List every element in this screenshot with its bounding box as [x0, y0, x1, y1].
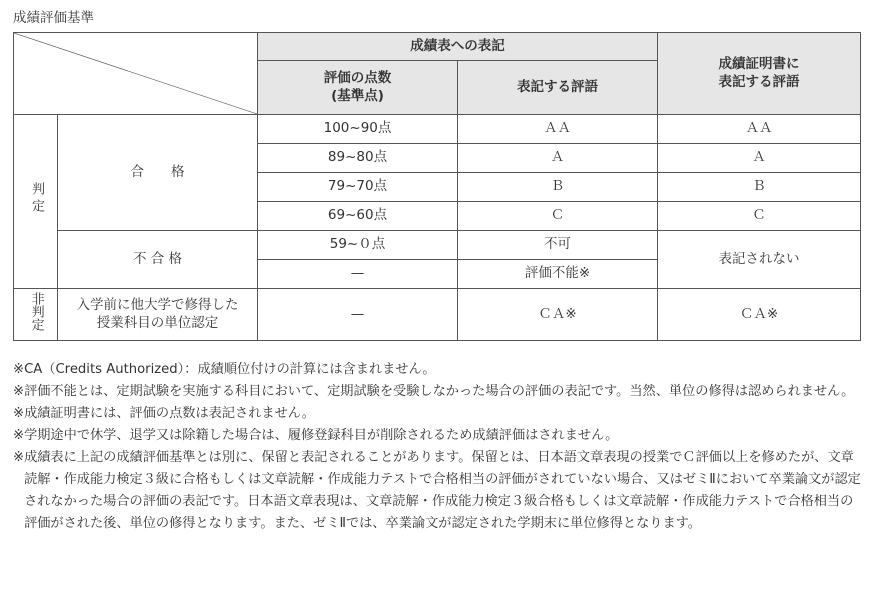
note-mark: ※	[13, 384, 25, 399]
note-mark: ※	[13, 450, 25, 465]
page-title: 成績評価基準	[13, 10, 94, 26]
grade-cell: Ｃ	[458, 202, 658, 231]
fail-label: 不 合 格	[58, 231, 258, 289]
score-cell: 69~60点	[258, 202, 458, 231]
note-item	[13, 447, 863, 535]
pass-label: 合 格	[58, 115, 258, 231]
score-cell: 89~80点	[258, 144, 458, 173]
corner-cell	[14, 33, 258, 115]
transfer-credit-label: 入学前に他大学で修得した 授業科目の単位認定	[58, 289, 258, 341]
score-cell: 100~90点	[258, 115, 458, 144]
grade-cell: ＡＡ	[458, 115, 658, 144]
header-certificate-grade: 成績証明書に 表記する評語	[658, 33, 861, 115]
note-item	[13, 403, 863, 425]
non-judgment-label: 非判定	[28, 292, 44, 332]
grading-table	[13, 32, 861, 341]
certificate-cell: ＡＡ	[658, 115, 861, 144]
note-text: 評価不能とは、定期試験を実施する科目において、定期試験を受験しなかった場合の評価の表記です。当然、単位の修得は認められません。	[24, 384, 855, 399]
judgment-label-cell	[14, 115, 58, 289]
certificate-cell: Ｃ	[658, 202, 861, 231]
judgment-label: 判定	[28, 181, 44, 216]
certificate-cell: Ａ	[658, 144, 861, 173]
score-cell: 79~70点	[258, 173, 458, 202]
certificate-cell-not-shown: 表記されない	[658, 231, 861, 289]
score-cell: —	[258, 260, 458, 289]
header-score: 評価の点数 (基準点)	[258, 61, 458, 115]
grade-cell: ＣＡ※	[458, 289, 658, 341]
grade-cell: Ａ	[458, 144, 658, 173]
non-judgment-label-cell	[14, 289, 58, 341]
note-text: CA（Credits Authorized）：成績順位付けの計算には含まれません。	[24, 362, 436, 377]
notes	[13, 359, 863, 535]
note-text: 学期途中で休学、退学又は除籍した場合は、履修登録科目が削除されるため成績評価はされません。	[24, 428, 619, 443]
grade-cell: 評価不能※	[458, 260, 658, 289]
header-grade: 表記する評語	[458, 61, 658, 115]
diagonal-line	[14, 33, 257, 114]
score-cell: —	[258, 289, 458, 341]
note-text: 成績証明書には、評価の点数は表記されません。	[24, 406, 315, 421]
note-item	[13, 381, 863, 403]
note-text: 成績表に上記の成績評価基準とは別に、保留と表記されることがあります。保留とは、日本語文章表現の授業でＣ評価以上を修めたが、文章読解・作成能力検定３級に合格もしくは文章読解・作成能力テストで合格相当の評価がされていない場合、又はゼミⅡにおいて卒業論文が認定されなかった場合の評価の表記です。日本語文章表現は、文章読解・作成能力検定３級合格もしくは文章読解・作成能力テストで合格相当の評価がされた後、単位の修得となります。また、ゼミⅡでは、卒業論文が認定された学期末に単位修得となります。	[24, 450, 861, 531]
note-mark: ※	[13, 428, 25, 443]
grade-cell: Ｂ	[458, 173, 658, 202]
note-mark: ※	[13, 406, 25, 421]
score-cell: 59~０点	[258, 231, 458, 260]
certificate-cell: ＣＡ※	[658, 289, 861, 341]
header-report-group: 成績表への表記	[258, 33, 658, 61]
note-item	[13, 359, 863, 381]
note-mark: ※	[13, 362, 25, 377]
note-item	[13, 425, 863, 447]
grade-cell: 不可	[458, 231, 658, 260]
certificate-cell: Ｂ	[658, 173, 861, 202]
